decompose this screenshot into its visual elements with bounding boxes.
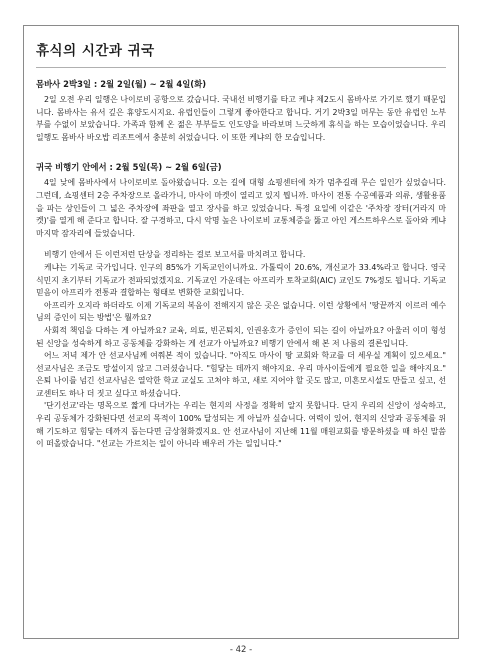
spacer — [36, 144, 446, 153]
section-heading-return-flight: 귀국 비행기 안에서 : 2월 5일(목) ~ 2월 6일(금) — [36, 162, 222, 173]
paragraph-reflection-intro: 비행기 안에서 든 이런저런 단상을 정리하는 걸로 보고서를 마치려고 합니다. — [44, 250, 306, 260]
page-number: - 42 - — [229, 645, 253, 655]
paragraph-kenya-christianity: 케냐는 기독교 국가입니다. 인구의 85%가 기독교인이니까요. 가톨릭이 20.6%, 개신교가 33.4%라고 합니다. 영국 식민지 초기부터 기독교가 전파되었겠지요. 기독교인 가운데는 아프리카 토착교회(AIC) 교인도 7%정도 됩니다. 기독교 믿음이 아프리카 전통과 결합하는 형태로 변화한 교회입니다. — [36, 262, 446, 298]
paragraph-social-responsibility: 사회적 책임을 다하는 게 아닐까요? 교육, 의료, 빈곤퇴치, 인권옹호가 증인이 되는 길이 아닐까요? 아울러 이미 형성된 신앙을 성숙하게 하고 공동체를 강화하는 게 선교가 아닐까요? 비행기 안에서 해 본 저 나름의 결론입니다. — [36, 325, 446, 348]
spacer — [36, 240, 446, 249]
paragraph-missionary-conversation: 어느 저녁 제가 안 선교사님께 여쭤본 적이 있습니다. "아직도 마사이 땅 교회와 학교를 더 세우실 계획이 있으세요." 선교사님은 조금도 망설이지 않고 그러셨습니다. "힘닿는 데까지 해야지요. 우리 마사이들에게 필요한 일을 해야지요." 은퇴 나이를 넘긴 선교사님은 열악한 학교 교실도 고쳐야 하고, 새로 지어야 할 곳도 많고, 미흔모시설도 만들고 싶고, 선교센터도 하나 더 짓고 싶다고 하셨습니다. — [36, 351, 446, 398]
paragraph-short-term-mission: '단기선교'라는 명목으로 짧게 다녀가는 우리는 현지의 사정을 정확히 알지 못합니다. 단지 우리의 신앙이 성숙하고, 우리 공동체가 강화된다면 선교의 목적이 100% 달성되는 게 아닐까 싶습니다. 여력이 있어, 현지의 신앙과 공동체를 위해 기도하고 힘닿는 데까지 돕는다면 금상첨화겠지요. 안 선교사님이 지난해 11월 매원교회를 방문하셨을 때 하신 말씀이 떠올랐습니다. "선교는 가르치는 일이 아니라 배우러 가는 일입니다." — [36, 401, 446, 449]
page-title: 휴식의 시간과 귀국 — [36, 35, 446, 68]
section-heading-mombasa: 몸바사 2박3일 : 2월 2일(월) ~ 2월 4일(화) — [36, 79, 207, 89]
paragraph-mombasa: 2일 오전 우리 일행은 나이로비 공항으로 갔습니다. 국내선 비행기를 타고 케냐 제2도시 몸바사로 가기로 했기 때문입니다. 몸바사는 유서 깊은 휴양도시지요. 유럽인들이 그렇게 좋아한다고 합니다. 거기 2박3일 머무는 동안 유럽인 노부부를 수없이 보았습니다. 가족과 함께 온 젊은 부부들도 인도양을 바라보며 느긋하게 휴식을 하는 모습이었습니다. 우리 일행도 몸바사 바오밥 리조트에서 충분히 쉬었습니다. 이 또한 케냐의 한 모습입니다. — [36, 95, 446, 142]
paragraph-gospel-ends: 아프리카 오지라 하더라도 이제 기독교의 복음이 전해지지 않은 곳은 없습니다. 이런 상황에서 '땅끝까지 이르러 예수님의 증인이 되는 방법'은 뭘까요? — [36, 300, 446, 323]
content-frame — [23, 25, 459, 639]
paragraph-nairobi-market: 4일 낮에 몸바사에서 나이로비로 돌아왔습니다. 오는 길에 대형 쇼핑센터에 차가 멈추길래 무슨 일인가 싶었습니다. 그런데, 쇼핑센터 2층 주차장으로 올라가니, 마사이 마켓이 열리고 있지 뭡니까. 마사이 전통 수공예품과 의류, 생활용품을 파는 상인들이 그 넓은 주차장에 좌판을 열고 장사를 하고 있었습니다. 특정 요일에 이같은 '주차장 장터(거라지 마켓)'를 열게 해 준다고 합니다. 잘 구경하고, 다시 악명 높은 나이로비 교통체증을 뚫고 아인 게스트하우스로 돌아와 케냐 마지막 잠자리에 들었습니다. — [36, 178, 446, 238]
